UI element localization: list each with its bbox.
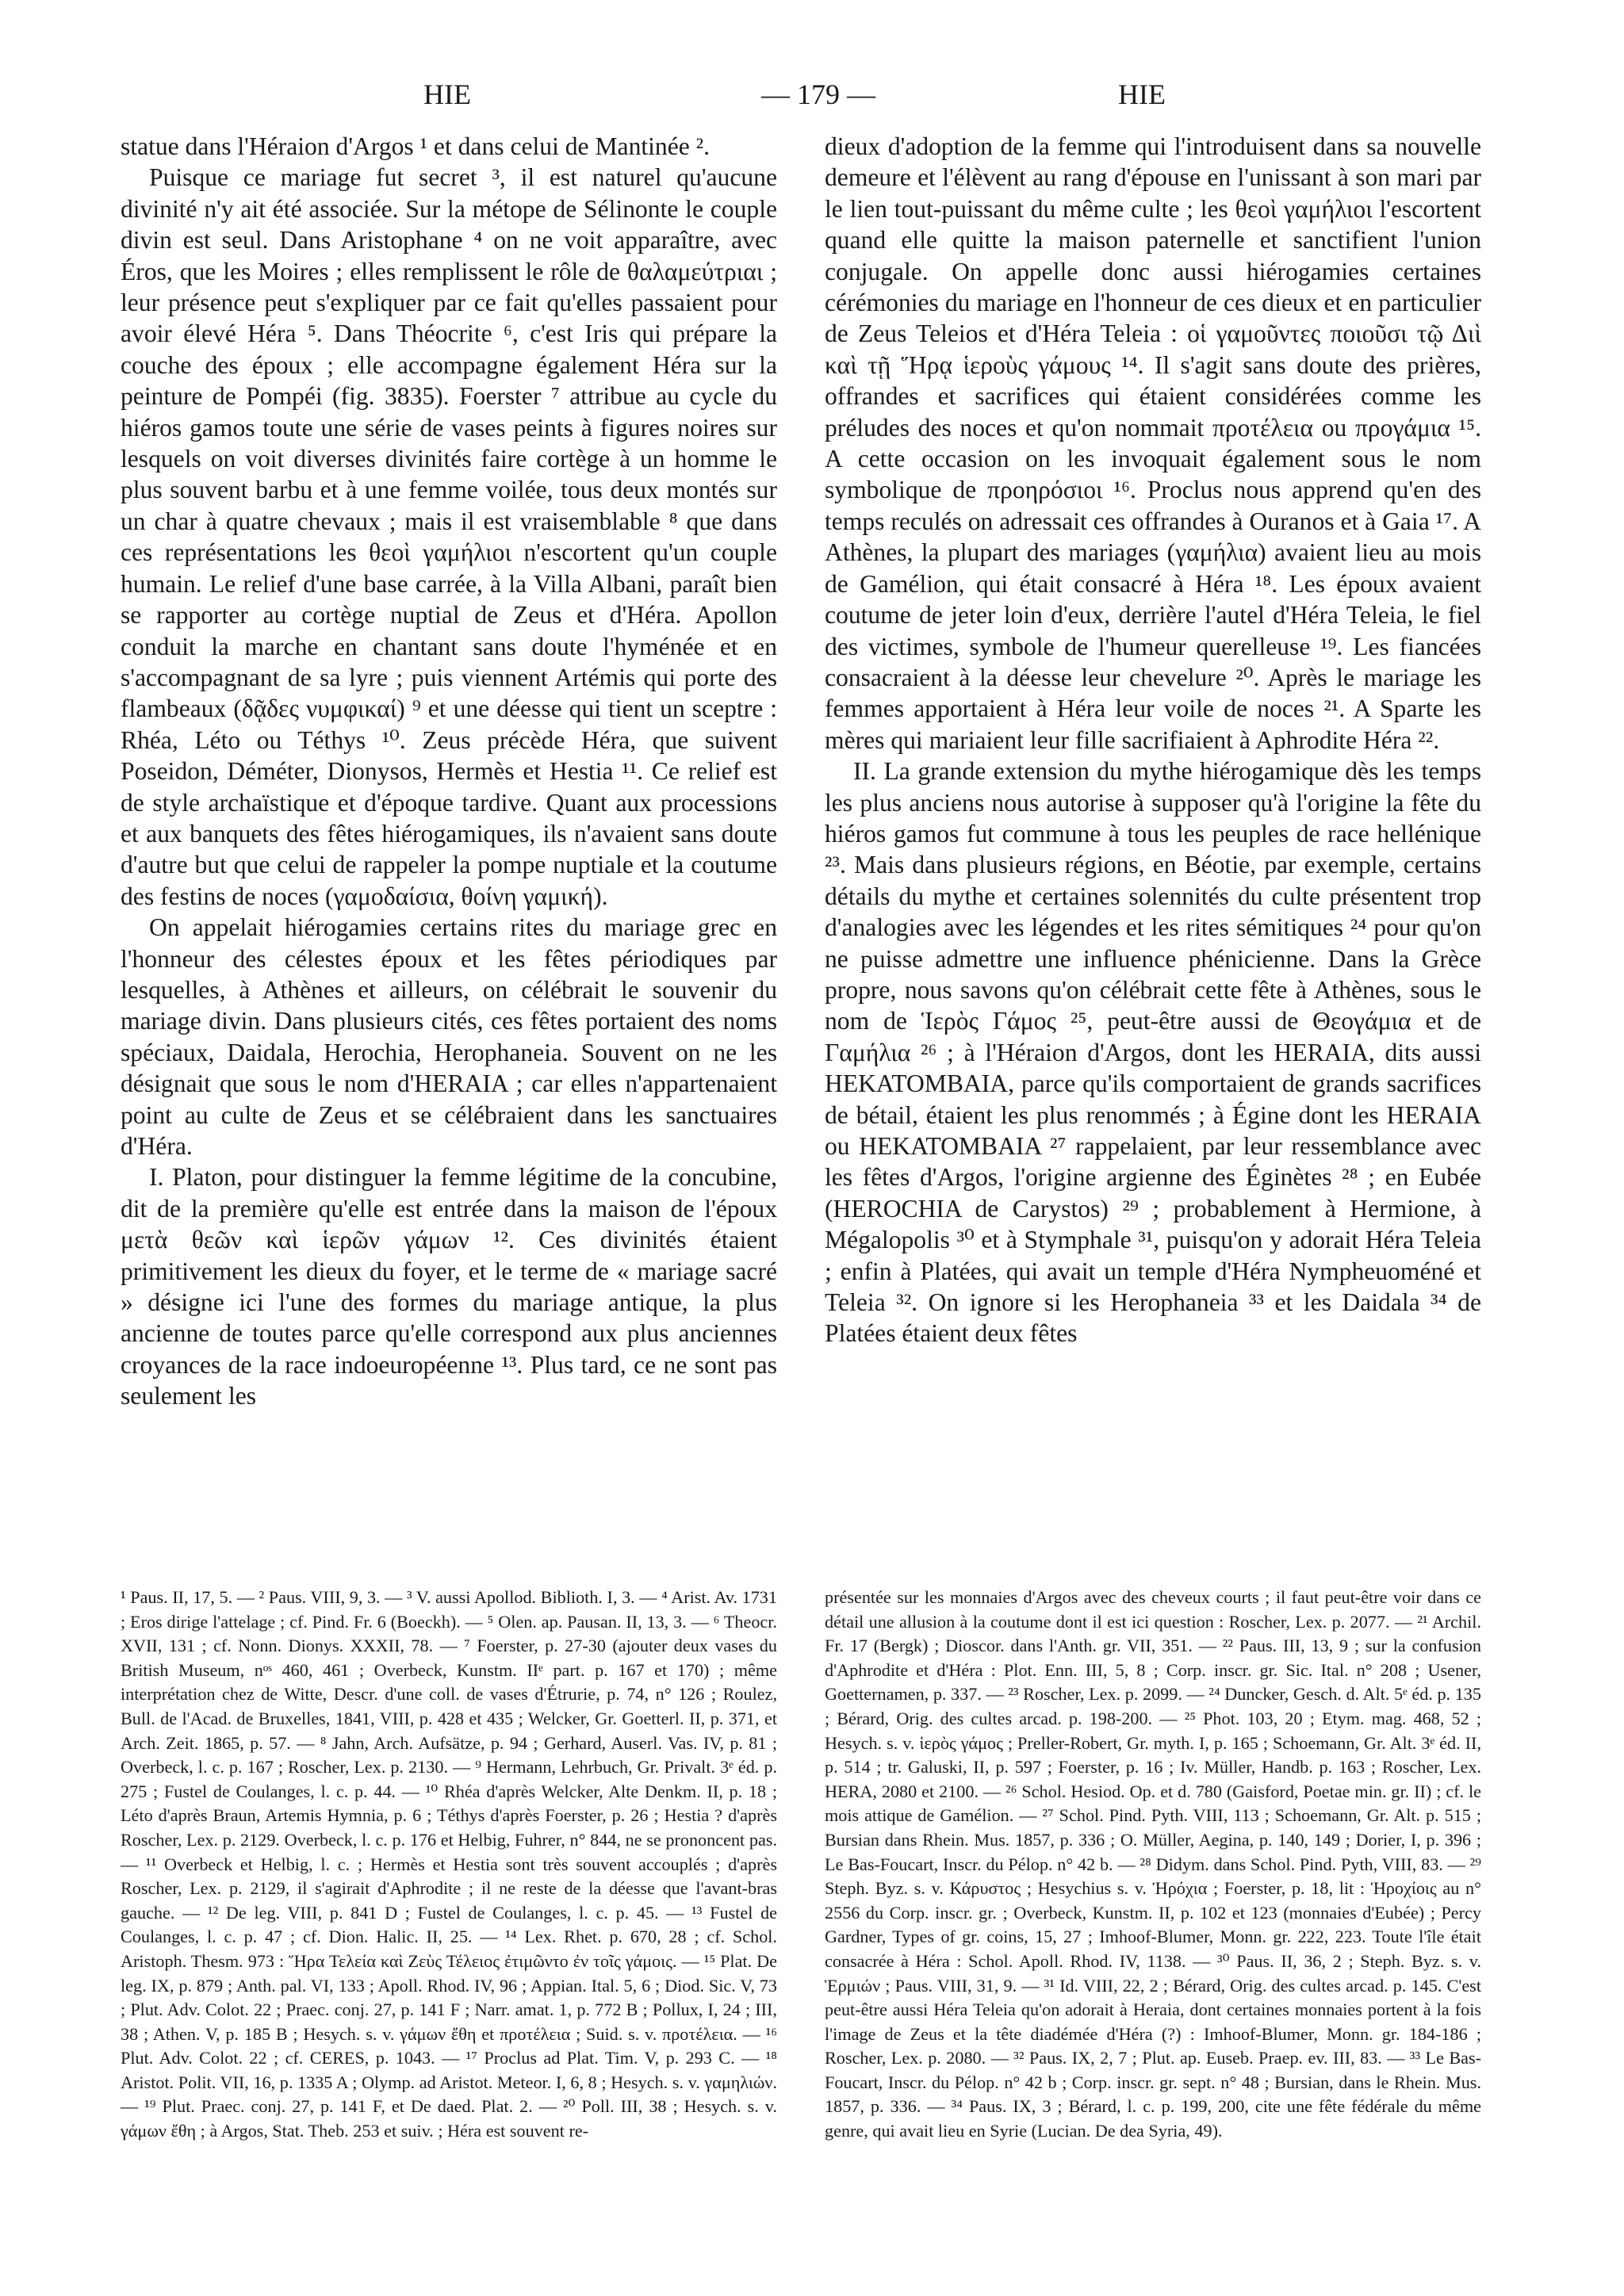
page-number: — 179 —	[761, 78, 875, 110]
footnotes-left	[121, 1586, 777, 2144]
running-header	[121, 78, 1516, 117]
right-column	[825, 131, 1481, 1349]
footnote-block: ¹ Paus. II, 17, 5. — ² Paus. VIII, 9, 3. — ³ V. aussi Apollod. Biblioth. I, 3. — ⁴ Arist. Av. 1731 ; Eros dirige l'attelage ; cf. Pind. Fr. 6 (Boeckh). — ⁵ Olen. ap. Pausan. II, 13, 3. — ⁶ Theocr. XVII, 131 ; cf. Nonn. Dionys. XXXII, 78. — ⁷ Foerster, p. 27-30 (ajouter deux vases du British Museum, nᵒˢ 460, 461 ; Overbeck, Kunstm. IIᵉ part. p. 167 et 170) ; même interprétation chez de Witte, Descr. d'une coll. de vases d'Étrurie, p. 74, n° 126 ; Roulez, Bull. de l'Acad. de Bruxelles, 1841, VIII, p. 428 et 435 ; Welcker, Gr. Goetterl. II, p. 371, et Arch. Zeit. 1865, p. 57. — ⁸ Jahn, Arch. Aufsätze, p. 94 ; Gerhard, Auserl. Vas. IV, p. 81 ; Overbeck, l. c. p. 167 ; Roscher, Lex. p. 2130. — ⁹ Hermann, Lehrbuch, Gr. Privalt. 3ᵉ éd. p. 275 ; Fustel de Coulanges, l. c. p. 44. — ¹⁰ Rhéa d'après Welcker, Alte Denkm. II, p. 18 ; Léto d'après Braun, Artemis Hymnia, p. 6 ; Téthys d'après Foerster, p. 26 ; Hestia ? d'après Roscher, Lex. p. 2129. Overbeck, l. c. p. 176 et Helbig, Fuhrer, n° 844, ne se prononcent pas. — ¹¹ Overbeck et Helbig, l. c. ; Hermès et Hestia sont très souvent accouplés ; d'après Roscher, Lex. p. 2129, il s'agirait d'Aphrodite ; il ne reste de la déesse que l'avant-bras gauche. — ¹² De leg. VIII, p. 841 D ; Fustel de Coulanges, l. c. p. 45. — ¹³ Fustel de Coulanges, l. c. p. 47 ; cf. Dion. Halic. II, 25. — ¹⁴ Lex. Rhet. p. 670, 28 ; cf. Schol. Aristoph. Thesm. 973 : Ἥρα Τελεία καὶ Ζεὺς Τέλειος ἐτιμῶντο ἐν τοῖς γάμοις. — ¹⁵ Plat. De leg. IX, p. 879 ; Anth. pal. VI, 133 ; Apoll. Rhod. IV, 96 ; Appian. Ital. 5, 6 ; Diod. Sic. V, 73 ; Plut. Adv. Colot. 22 ; Praec. conj. 27, p. 141 F ; Narr. amat. 1, p. 772 B ; Pollux, I, 24 ; III, 38 ; Athen. V, p. 185 B ; Hesych. s. v. γάμων ἔθη et προτέλεια ; Suid. s. v. προτέλεια. — ¹⁶ Plut. Adv. Colot. 22 ; cf. CERES, p. 1043. — ¹⁷ Proclus ad Plat. Tim. V, p. 293 C. — ¹⁸ Aristot. Polit. VII, 16, p. 1335 A ; Olymp. ad Aristot. Meteor. I, 6, 8 ; Hesych. s. v. γαμηλιών. — ¹⁹ Plut. Praec. conj. 27, p. 141 F, et De daed. Plat. 2. — ²⁰ Poll. III, 38 ; Hesych. s. v. γάμων ἔθη ; à Argos, Stat. Theb. 253 et suiv. ; Héra est souvent re-	[121, 1587, 777, 2141]
paragraph: dieux d'adoption de la femme qui l'introduisent dans sa nouvelle demeure et l'élèvent au rang d'épouse en l'unissant à son mari par le lien tout-puissant du même culte ; les θεοὶ γαμήλιοι l'escortent quand elle quitte la maison paternelle et sanctifient l'union conjugale. On appelle donc aussi hiérogamies certaines cérémonies du mariage en l'honneur de ces dieux et en particulier de Zeus Teleios et d'Héra Teleia : οἱ γαμοῦντες ποιοῦσι τῷ Διὶ καὶ τῇ Ἥρᾳ ἱεροὺς γάμους ¹⁴. Il s'agit sans doute des prières, offrandes et sacrifices qui étaient considérées comme les préludes des noces et qu'on nommait προτέλεια ou προγάμια ¹⁵. A cette occasion on les invoquait également sous le nom symbolique de προηρόσιοι ¹⁶. Proclus nous apprend qu'en des temps reculés on adressait ces offrandes à Ouranos et à Gaia ¹⁷. A Athènes, la plupart des mariages (γαμήλια) avaient lieu au mois de Gamélion, qui était consacré à Héra ¹⁸. Les époux avaient coutume de jeter loin d'eux, derrière l'autel d'Héra Teleia, le fiel des victimes, symbole de l'humeur querelleuse ¹⁹. Les fiancées consacraient à la déesse leur chevelure ²⁰. Après le mariage les femmes apportaient à Héra leur voile de noces ²¹. A Sparte les mères qui mariaient leur fille sacrifiaient à Aphrodite Héra ²².	[825, 132, 1481, 754]
footnote-block: présentée sur les monnaies d'Argos avec des cheveux courts ; il faut peut-être voir dans ce détail une allusion à la coutume dont il est ici question : Roscher, Lex. p. 2077. — ²¹ Archil. Fr. 17 (Bergk) ; Dioscor. dans l'Anth. gr. VII, 351. — ²² Paus. III, 13, 9 ; sur la confusion d'Aphrodite et d'Héra : Plot. Enn. III, 5, 8 ; Corp. inscr. gr. Sic. Ital. n° 208 ; Usener, Goetternamen, p. 337. — ²³ Roscher, Lex. p. 2099. — ²⁴ Duncker, Gesch. d. Alt. 5ᵉ éd. p. 135 ; Bérard, Orig. des cultes arcad. p. 198-200. — ²⁵ Phot. 103, 20 ; Etym. mag. 468, 52 ; Hesych. s. v. ἱερὸς γάμος ; Preller-Robert, Gr. myth. I, p. 165 ; Schoemann, Gr. Alt. 3ᵉ éd. II, p. 514 ; tr. Galuski, II, p. 597 ; Foerster, p. 16 ; Iv. Müller, Handb. p. 163 ; Roscher, Lex. HERA, 2080 et 2100. — ²⁶ Schol. Hesiod. Op. et d. 780 (Gaisford, Poetae min. gr. II) ; cf. le mois attique de Gamélion. — ²⁷ Schol. Pind. Pyth. VIII, 113 ; Schoemann, Gr. Alt. p. 515 ; Bursian dans Rhein. Mus. 1857, p. 336 ; O. Müller, Aegina, p. 140, 149 ; Dorier, I, p. 396 ; Le Bas-Foucart, Inscr. du Pélop. n° 42 b. — ²⁸ Didym. dans Schol. Pind. Pyth, VIII, 83. — ²⁹ Steph. Byz. s. v. Κάρυστος ; Hesychius s. v. Ἡρόχια ; Foerster, p. 18, lit : Ἡροχίοις au n° 2556 du Corp. inscr. gr. ; Overbeck, Kunstm. II, p. 102 et 123 (monnaies d'Eubée) ; Percy Gardner, Types of gr. coins, 15, 27 ; Imhoof-Blumer, Monn. gr. 222, 223. Toute l'île était consacrée à Héra : Schol. Apoll. Rhod. IV, 1138. — ³⁰ Paus. II, 36, 2 ; Steph. Byz. s. v. Ἑρμιών ; Paus. VIII, 31, 9. — ³¹ Id. VIII, 22, 2 ; Bérard, Orig. des cultes arcad. p. 145. C'est peut-être aussi Héra Teleia qu'on adorait à Heraia, dont certaines monnaies portent à la fois l'image de Zeus et la tête diadémée d'Héra (?) : Imhoof-Blumer, Monn. gr. 184-186 ; Roscher, Lex. p. 2080. — ³² Paus. IX, 2, 7 ; Plut. ap. Euseb. Praep. ev. III, 83. — ³³ Le Bas-Foucart, Inscr. du Pélop. n° 42 b ; Corp. inscr. gr. sept. n° 48 ; Bursian, dans le Rhein. Mus. 1857, p. 336. — ³⁴ Paus. IX, 3 ; Bérard, l. c. p. 199, 200, cite une fête fédérale du même genre, qui avait lieu en Syrie (Lucian. De dea Syria, 49).	[825, 1587, 1481, 2141]
footnotes-right	[825, 1586, 1481, 2144]
paragraph: II. La grande extension du mythe hiérogamique dès les temps les plus anciens nous autorise à supposer qu'à l'origine la fête du hiéros gamos fut commune à tous les peuples de race hellénique ²³. Mais dans plusieurs régions, en Béotie, par exemple, certains détails du mythe et certaines solennités du culte présentent trop d'analogies avec les légendes et les rites sémitiques ²⁴ pour qu'on ne puisse admettre une influence phénicienne. Dans la Grèce propre, nous savons qu'on célébrait cette fête à Athènes, sous le nom de Ἱερὸς Γάμος ²⁵, peut-être aussi de Θεογάμια et de Γαμήλια ²⁶ ; à l'Héraion d'Argos, dont les HERAIA, dits aussi HEKATOMBAIA, parce qu'ils comportaient de grands sacrifices de bétail, étaient les plus renommés ; à Égine dont les HERAIA ou HEKATOMBAIA ²⁷ rappelaient, par leur ressemblance avec les fêtes d'Argos, l'origine argienne des Éginètes ²⁸ ; en Eubée (HEROCHIA de Carystos) ²⁹ ; probablement à Hermione, à Mégalopolis ³⁰ et à Stymphale ³¹, puisqu'on y adorait Héra Teleia ; enfin à Platées, qui avait un temple d'Héra Nympheuoméné et Teleia ³². On ignore si les Herophaneia ³³ et les Daidala ³⁴ de Platées étaient deux fêtes	[825, 757, 1481, 1348]
header-right-term: HIE	[1118, 78, 1166, 110]
paragraph: I. Platon, pour distinguer la femme légitime de la concubine, dit de la première qu'elle est entrée dans la maison de l'époux μετὰ θεῶν καὶ ἱερῶν γάμων ¹². Ces divinités étaient primitivement les dieux du foyer, et le terme de « mariage sacré » désigne ici l'une des formes du mariage antique, la plus ancienne de toutes parce qu'elle correspond aux plus anciennes croyances de la race indoeuropéenne ¹³. Plus tard, ce ne sont pas seulement les	[121, 1163, 777, 1410]
header-left-term: HIE	[423, 78, 471, 110]
paragraph: Puisque ce mariage fut secret ³, il est naturel qu'aucune divinité n'y ait été associée. Sur la métope de Sélinonte le couple divin est seul. Dans Aristophane ⁴ on ne voit apparaître, avec Éros, que les Moires ; elles remplissent le rôle de θαλαμεύτριαι ; leur présence peut s'expliquer par ce fait qu'elles passaient pour avoir élevé Héra ⁵. Dans Théocrite ⁶, c'est Iris qui prépare la couche des époux ; elle accompagne également Héra sur la peinture de Pompéi (fig. 3835). Foerster ⁷ attribue au cycle du hiéros gamos toute une série de vases peints à figures noires sur lesquels on voit diverses divinités faire cortège à un homme le plus souvent barbu et à une femme voilée, tous deux montés sur un char à quatre chevaux ; mais il est vraisemblable ⁸ que dans ces représentations les θεοὶ γαμήλιοι n'escortent qu'un couple humain. Le relief d'une base carrée, à la Villa Albani, paraît bien se rapporter au cortège nuptial de Zeus et d'Héra. Apollon conduit la marche en chantant sans doute l'hyménée et en s'accompagnant de sa lyre ; puis viennent Artémis qui porte des flambeaux (δᾷδες νυμφικαί) ⁹ et une déesse qui tient un sceptre : Rhéa, Léto ou Téthys ¹⁰. Zeus précède Héra, que suivent Poseidon, Déméter, Dionysos, Hermès et Hestia ¹¹. Ce relief est de style archaïstique et d'époque tardive. Quant aux processions et aux banquets des fêtes hiérogamiques, ils n'avaient sans doute d'autre but que celui de rappeler la pompe nuptiale et la coutume des festins de noces (γαμοδαίσια, θοίνη γαμική).	[121, 163, 777, 910]
left-column	[121, 131, 777, 1412]
paragraph: On appelait hiérogamies certains rites du mariage grec en l'honneur des célestes époux et les fêtes périodiques par lesquelles, à Athènes et ailleurs, on célébrait le souvenir du mariage divin. Dans plusieurs cités, ces fêtes portaient des noms spéciaux, Daidala, Herochia, Herophaneia. Souvent on ne les désignait que sous le nom d'HERAIA ; car elles n'appartenaient point au culte de Zeus et se célébraient dans les sanctuaires d'Héra.	[121, 913, 777, 1160]
paragraph: statue dans l'Héraion d'Argos ¹ et dans celui de Mantinée ².	[121, 132, 710, 160]
